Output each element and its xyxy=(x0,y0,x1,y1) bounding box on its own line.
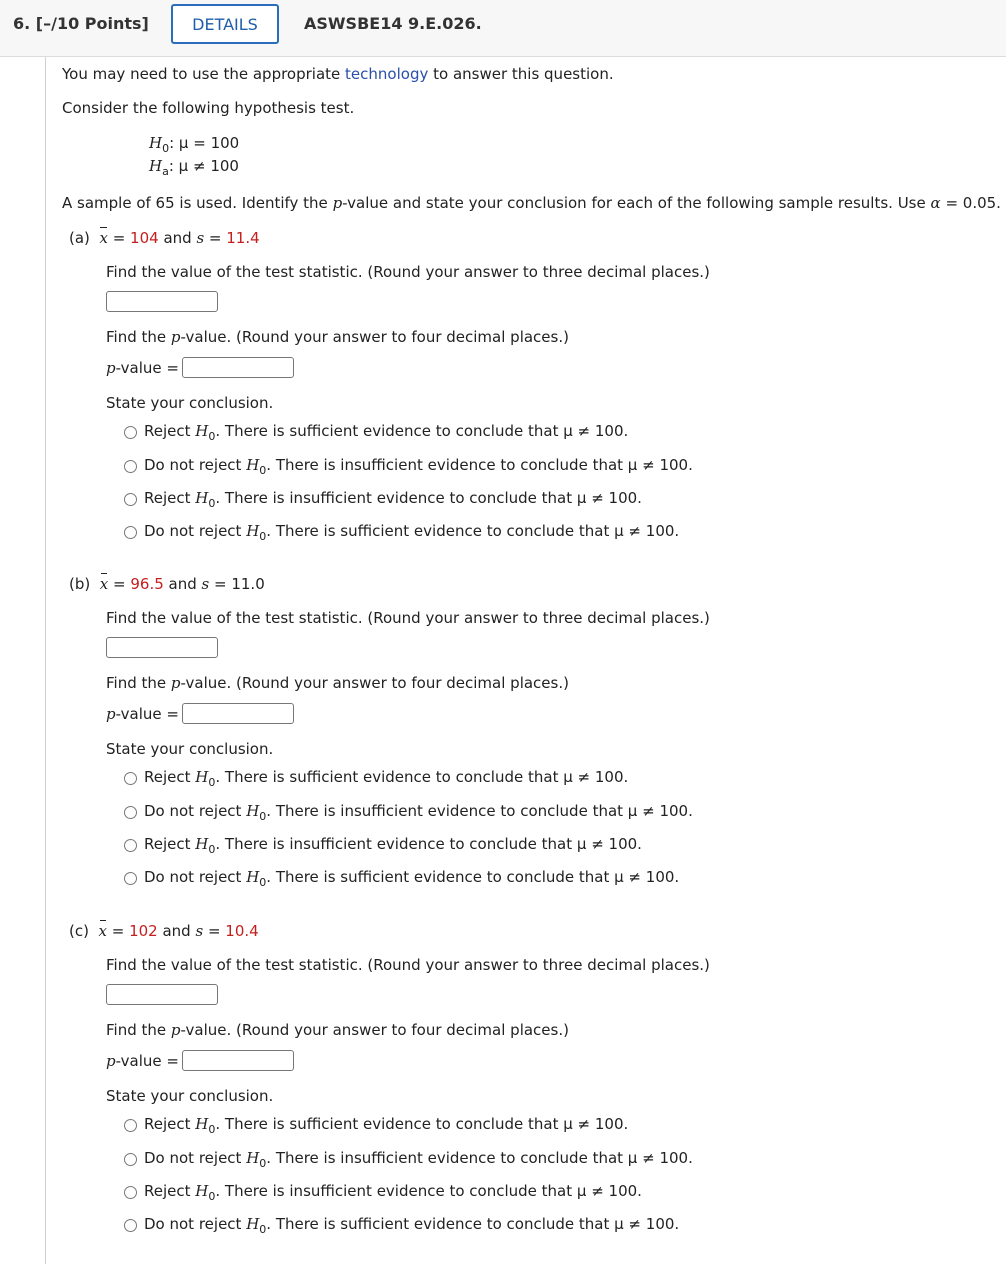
test-stat-prompt: Find the value of the test statistic. (Round your answer to three decimal places.) xyxy=(106,263,710,281)
test-stat-prompt: Find the value of the test statistic. (Round your answer to three decimal places.) xyxy=(106,956,710,974)
s-value: 10.4 xyxy=(225,922,259,940)
xbar-value: 102 xyxy=(129,922,158,940)
part-b-header: (b) x = 96.5 and s = 11.0 xyxy=(69,575,265,593)
part-label: (b) xyxy=(69,575,91,593)
conclusion-option-4[interactable]: Do not reject $H_0$. There is sufficient evidence to conclude that μ ≠ 100. xyxy=(124,522,679,543)
conclusion-option-3[interactable]: Reject $H_0$. There is insufficient evidence to conclude that μ ≠ 100. xyxy=(124,489,642,510)
radio-button[interactable] xyxy=(124,426,137,439)
radio-button[interactable] xyxy=(124,872,137,885)
s-value: 11.4 xyxy=(226,229,260,247)
radio-button[interactable] xyxy=(124,493,137,506)
alt-hypothesis: $H_a$: μ ≠ 100 xyxy=(149,157,239,178)
p-value-input[interactable] xyxy=(182,1050,294,1071)
conclusion-option-2[interactable]: Do not reject $H_0$. There is insufficient evidence to conclude that μ ≠ 100. xyxy=(124,802,693,823)
conclusion-prompt: State your conclusion. xyxy=(106,394,274,412)
radio-button[interactable] xyxy=(124,460,137,473)
conclusion-option-4[interactable]: Do not reject $H_0$. There is sufficient evidence to conclude that μ ≠ 100. xyxy=(124,1215,679,1236)
radio-button[interactable] xyxy=(124,1119,137,1132)
xbar-value: 104 xyxy=(130,229,159,247)
test-statistic-input[interactable] xyxy=(106,291,218,312)
radio-button[interactable] xyxy=(124,772,137,785)
test-stat-prompt: Find the value of the test statistic. (Round your answer to three decimal places.) xyxy=(106,609,710,627)
radio-button[interactable] xyxy=(124,806,137,819)
question-header xyxy=(0,0,1006,57)
conclusion-option-4[interactable]: Do not reject $H_0$. There is sufficient evidence to conclude that μ ≠ 100. xyxy=(124,868,679,889)
radio-button[interactable] xyxy=(124,1219,137,1232)
technology-link[interactable]: technology xyxy=(345,65,429,83)
left-divider xyxy=(45,57,46,1264)
test-statistic-input[interactable] xyxy=(106,637,218,658)
part-label: (a) xyxy=(69,229,90,247)
p-value-prompt: Find the p-value. (Round your answer to four decimal places.) xyxy=(106,674,569,692)
part-c-header: (c) x = 102 and s = 10.4 xyxy=(69,922,259,940)
sample-instructions: A sample of 65 is used. Identify the p-value and state your conclusion for each of the following sample results. Use α = 0.05. xyxy=(62,194,1001,212)
p-value-label: p-value = xyxy=(106,359,179,377)
part-a-header: (a) x = 104 and s = 11.4 xyxy=(69,229,260,247)
conclusion-prompt: State your conclusion. xyxy=(106,740,274,758)
p-value-label: p-value = xyxy=(106,1052,179,1070)
p-value-prompt: Find the p-value. (Round your answer to four decimal places.) xyxy=(106,328,569,346)
details-button[interactable]: DETAILS xyxy=(171,4,279,44)
intro-line-2: Consider the following hypothesis test. xyxy=(62,99,355,117)
intro-line-1: You may need to use the appropriate technology to answer this question. xyxy=(62,65,614,83)
part-label: (c) xyxy=(69,922,89,940)
conclusion-option-1[interactable]: Reject $H_0$. There is sufficient evidence to conclude that μ ≠ 100. xyxy=(124,1115,628,1136)
question-number: 6. [–/10 Points] xyxy=(13,14,149,33)
xbar-value: 96.5 xyxy=(130,575,164,593)
radio-button[interactable] xyxy=(124,1186,137,1199)
s-value: 11.0 xyxy=(231,575,265,593)
conclusion-option-2[interactable]: Do not reject $H_0$. There is insufficient evidence to conclude that μ ≠ 100. xyxy=(124,456,693,477)
p-value-prompt: Find the p-value. (Round your answer to four decimal places.) xyxy=(106,1021,569,1039)
conclusion-option-3[interactable]: Reject $H_0$. There is insufficient evidence to conclude that μ ≠ 100. xyxy=(124,1182,642,1203)
question-code: ASWSBE14 9.E.026. xyxy=(304,14,482,33)
test-statistic-input[interactable] xyxy=(106,984,218,1005)
conclusion-option-3[interactable]: Reject $H_0$. There is insufficient evidence to conclude that μ ≠ 100. xyxy=(124,835,642,856)
radio-button[interactable] xyxy=(124,839,137,852)
conclusion-prompt: State your conclusion. xyxy=(106,1087,274,1105)
conclusion-option-1[interactable]: Reject $H_0$. There is sufficient evidence to conclude that μ ≠ 100. xyxy=(124,768,628,789)
null-hypothesis: $H_0$: μ = 100 xyxy=(149,134,240,155)
radio-button[interactable] xyxy=(124,526,137,539)
p-value-input[interactable] xyxy=(182,357,294,378)
conclusion-option-2[interactable]: Do not reject $H_0$. There is insufficient evidence to conclude that μ ≠ 100. xyxy=(124,1149,693,1170)
conclusion-option-1[interactable]: Reject $H_0$. There is sufficient evidence to conclude that μ ≠ 100. xyxy=(124,422,628,443)
p-value-input[interactable] xyxy=(182,703,294,724)
p-value-label: p-value = xyxy=(106,705,179,723)
radio-button[interactable] xyxy=(124,1153,137,1166)
